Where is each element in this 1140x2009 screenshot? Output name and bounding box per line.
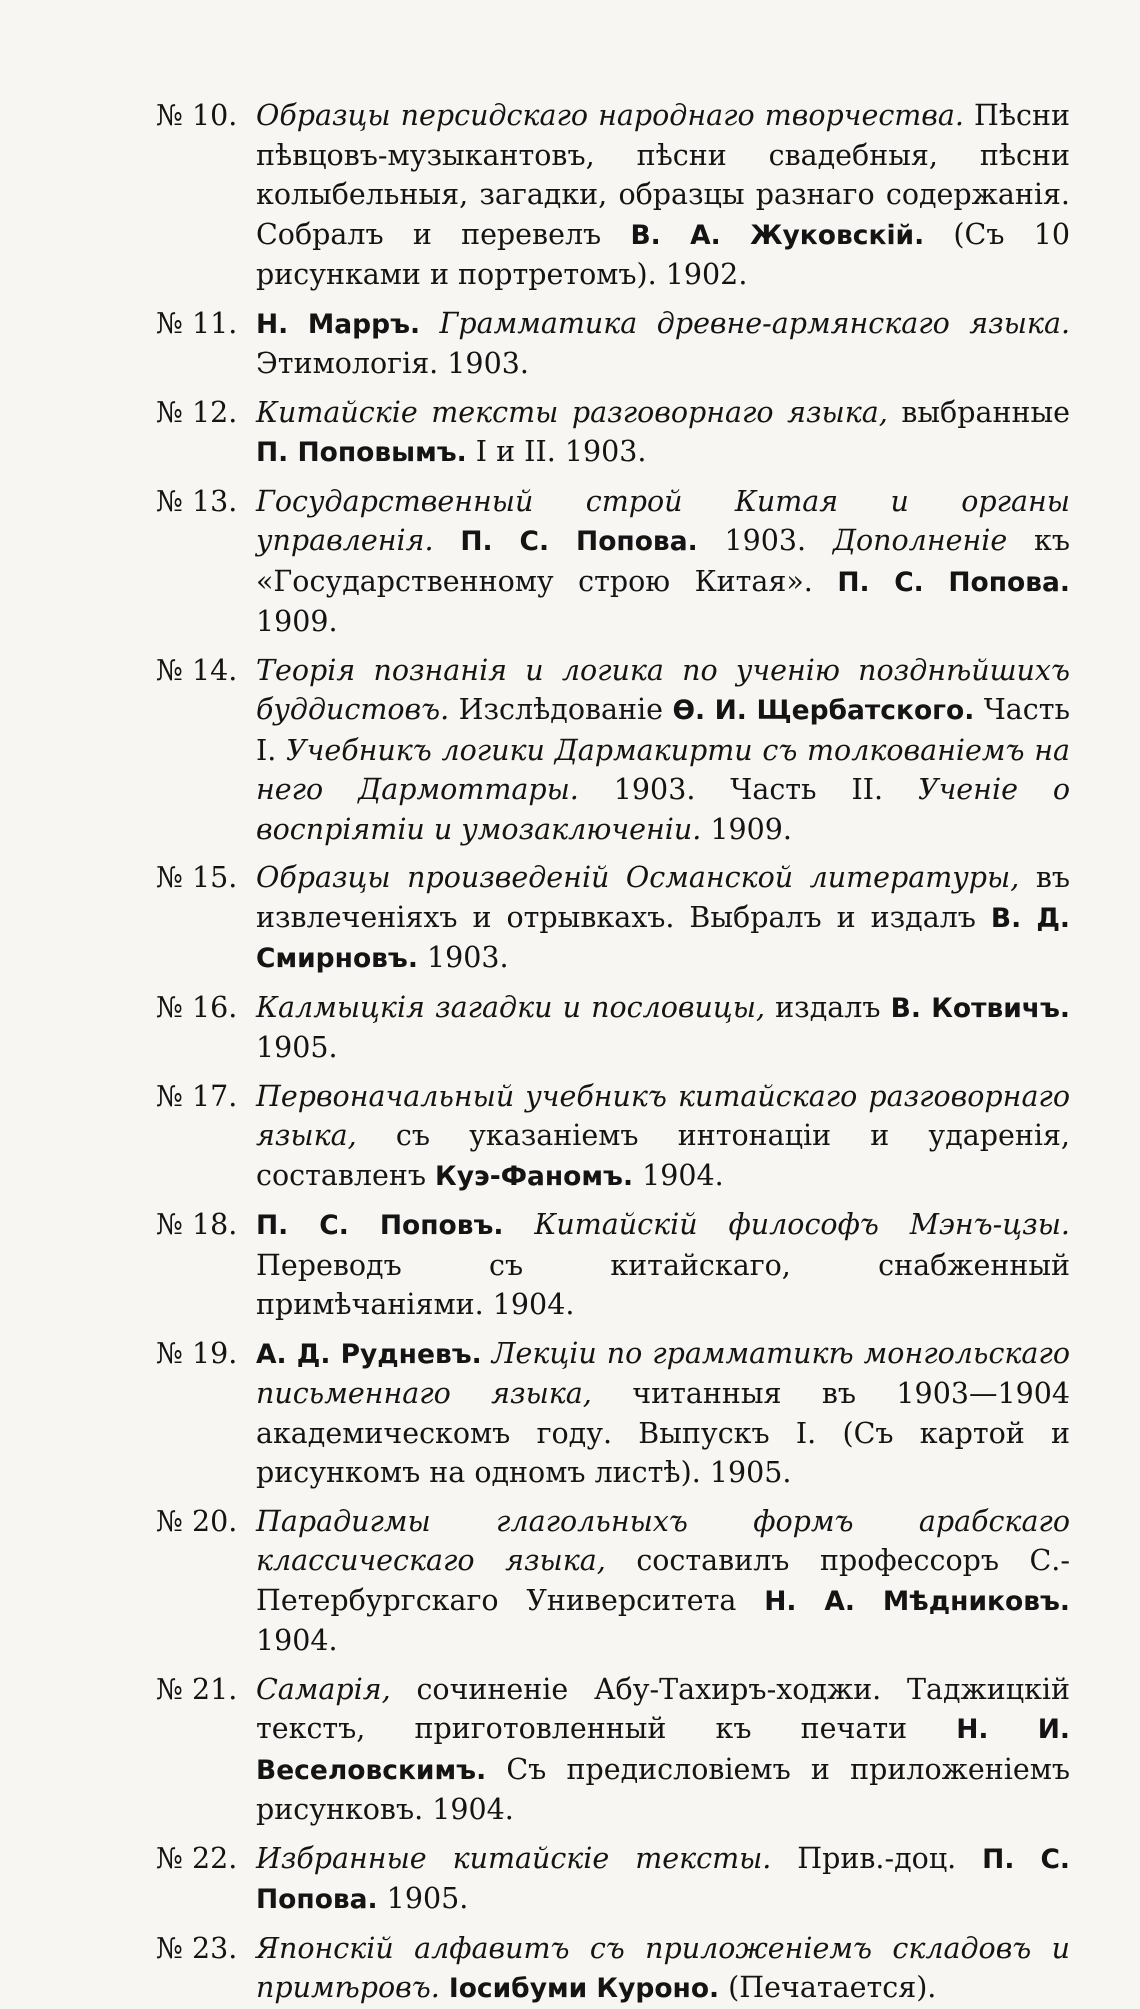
entry-text	[482, 1337, 492, 1370]
entry-number: № 14.	[156, 653, 238, 687]
entry-number: № 10.	[156, 99, 238, 132]
catalog-entry	[98, 858, 1070, 979]
catalog-entry	[98, 393, 1070, 473]
entry-title: Образцы персидскаго народнаго творчества.	[256, 99, 964, 132]
entry-title: Китайскій философъ Мэнъ-цзы.	[534, 1208, 1070, 1241]
entry-text: составилъ профессоръ С.-Петербургскаго Университета	[256, 1544, 1071, 1617]
entry-author: Іосибуми Куроно.	[448, 1973, 720, 2004]
entry-text: Съ предисловіемъ и приложеніемъ рисунковъ. 1904.	[256, 1752, 1070, 1826]
entry-text: 1905.	[377, 1882, 469, 1915]
entry-text	[440, 1971, 449, 2004]
entry-text	[420, 307, 439, 340]
entry-text: Прив.-доц.	[771, 1841, 983, 1875]
catalog-entry	[98, 1839, 1070, 1920]
entry-title: Лекціи по грамматикѣ монгольскаго письменнаго языка,	[256, 1336, 1070, 1410]
entry-text: (Печатается).	[719, 1971, 937, 2004]
entry-text: I и II. 1903.	[466, 435, 647, 468]
entry-author: Н. А. Мѣдниковъ.	[764, 1585, 1070, 1617]
entry-text: Часть I.	[256, 693, 1070, 767]
entry-author: В. Котвичъ.	[890, 992, 1070, 1024]
catalog-entry	[98, 482, 1070, 642]
entry-title: Теорія познанія и логика по ученію позднѣйшихъ буддистовъ.	[256, 653, 1070, 726]
entry-number: № 13.	[156, 484, 238, 518]
entry-text: читанныя въ 1903—1904 академическомъ году. Выпускъ I. (Съ картой и рисункомъ на одномъ листѣ). 1905.	[256, 1377, 1070, 1489]
entry-text: 1909.	[701, 812, 792, 846]
catalog-entry	[98, 1077, 1070, 1197]
entry-text: 1903.	[417, 941, 509, 974]
entry-title: Избранные китайскіе тексты.	[256, 1841, 772, 1875]
entry-text: 1905.	[256, 1031, 338, 1064]
entry-title: Дополненіе	[832, 524, 1008, 557]
entry-number: № 12.	[156, 395, 238, 429]
entry-author: Куэ-Фаномъ.	[435, 1160, 634, 1192]
entry-number: № 19.	[156, 1336, 238, 1370]
entry-number: № 21.	[156, 1672, 238, 1706]
catalog-entry	[98, 1929, 1070, 2009]
entry-text: 1903. Часть II.	[578, 773, 918, 806]
entry-text: съ указаніемъ интонаціи и ударенія, составленъ	[256, 1119, 1070, 1192]
entry-number: № 17.	[156, 1079, 238, 1113]
entry-title: Государственный строй Китая и органы управленія.	[256, 484, 1070, 557]
entry-author: Н. И. Веселовскимъ.	[256, 1714, 1071, 1786]
entry-title: Японскій алфавитъ съ приложеніемъ складовъ и примѣровъ.	[256, 1931, 1070, 2004]
entry-title: Парадигмы глагольныхъ формъ арабскаго классическаго языка,	[256, 1504, 1070, 1577]
entry-author: П. С. Поповъ.	[256, 1210, 504, 1241]
entry-text: выбранные	[887, 395, 1070, 429]
entry-author: П. Поповымъ.	[256, 437, 467, 468]
entry-text: (Съ 10 рисунками и портретомъ). 1902.	[256, 217, 1070, 291]
catalog-entry	[98, 988, 1070, 1068]
catalog-entry	[98, 1502, 1070, 1661]
entry-text: сочиненіе Абу-Тахиръ-ходжи. Таджицкій текстъ, приготовленный къ печати	[256, 1672, 1070, 1745]
entry-text: въ извлеченіяхъ и отрывкахъ. Выбралъ и издалъ	[256, 861, 1070, 934]
entry-author: П. С. Попова.	[460, 526, 698, 557]
entry-author: П. С. Попова.	[256, 1843, 1070, 1915]
entry-number: № 22.	[156, 1841, 238, 1875]
entry-title: Китайскіе тексты разговорнаго языка,	[256, 395, 888, 429]
entry-text: Изслѣдованіе	[449, 693, 673, 726]
entry-number: № 20.	[156, 1504, 238, 1538]
entry-text: Переводъ съ китайскаго, снабженный примѣчаніями. 1904.	[256, 1248, 1070, 1321]
catalog-entry	[98, 96, 1070, 295]
entry-title: Первоначальный учебникъ китайскаго разговорнаго языка,	[256, 1079, 1070, 1152]
entry-text: издалъ	[765, 990, 891, 1024]
entry-title: Учебникъ логики Дармакирти съ толкованіемъ на него Дармоттары.	[256, 733, 1070, 806]
entry-author: В. А. Жуковскій.	[630, 219, 925, 251]
entry-text: Этимологія. 1903.	[256, 347, 529, 380]
entry-text: 1904.	[256, 1624, 338, 1657]
entry-title: Калмыцкія загадки и пословицы,	[256, 990, 766, 1024]
entry-number: № 16.	[156, 990, 238, 1024]
entry-text: 1904.	[633, 1158, 724, 1192]
catalog-entry	[98, 1334, 1070, 1493]
entry-number: № 15.	[156, 861, 238, 894]
entry-title: Самарія,	[256, 1672, 391, 1706]
entry-text: Пѣсни пѣвцовъ-музыкантовъ, пѣсни свадебныя, пѣсни колыбельныя, загадки, образцы разнаго содержанія. Собралъ и перевелъ	[256, 99, 1070, 251]
entry-author: П. С. Попова.	[837, 566, 1070, 598]
entry-author: В. Д. Смирновъ.	[256, 902, 1070, 974]
entry-text: 1909.	[256, 605, 338, 638]
entry-text	[504, 1208, 535, 1241]
entry-text	[434, 524, 461, 557]
entry-number: № 23.	[156, 1931, 238, 1965]
entries-list	[98, 96, 1070, 2009]
entry-text: къ «Государственному строю Китая».	[256, 524, 1070, 598]
catalog-entry	[98, 651, 1070, 850]
catalog-entry	[98, 1205, 1070, 1325]
entry-title: Ученіе о воспріятіи и умозаключеніи.	[256, 773, 1071, 846]
entry-author: Н. Марръ.	[256, 308, 421, 340]
entry-number: № 18.	[156, 1208, 238, 1241]
entry-author: Ѳ. И. Щербатского.	[672, 695, 975, 726]
entry-title: Образцы произведеній Османской литературы,	[256, 861, 1020, 894]
catalog-entry	[98, 1670, 1070, 1830]
entry-title: Грамматика древне-армянскаго языка.	[439, 306, 1070, 340]
entry-author: А. Д. Рудневъ.	[256, 1338, 482, 1370]
entry-text: 1903.	[697, 524, 833, 557]
entry-number: № 11.	[156, 306, 238, 340]
catalog-entry	[98, 304, 1070, 384]
